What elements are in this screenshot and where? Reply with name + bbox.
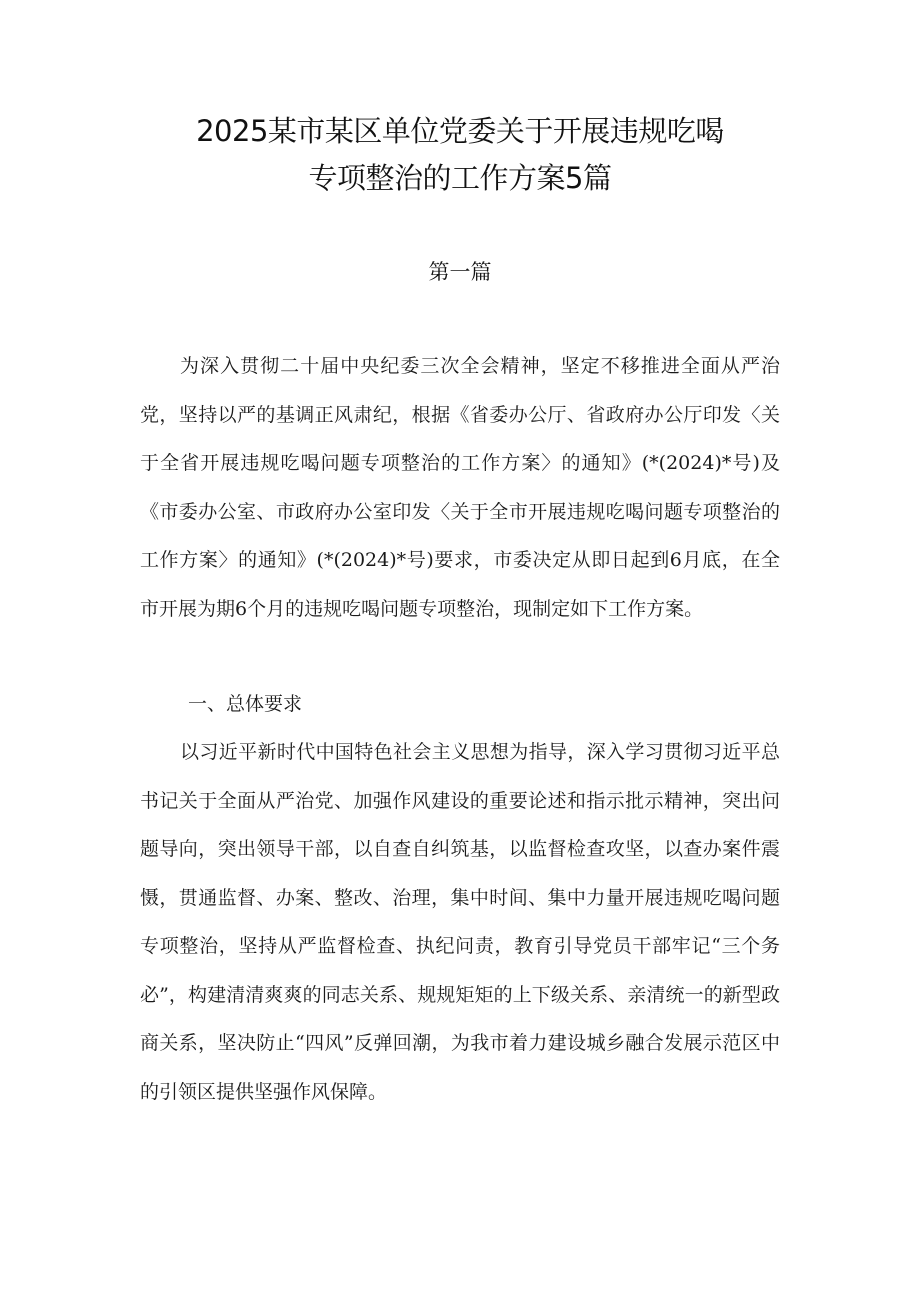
- section-title: 第一篇: [428, 260, 492, 284]
- general-requirements-paragraph: 以习近平新时代中国特色社会主义思想为指导，深入学习贯彻习近平总书记关于全面从严治党、加强作风建设的重要论述和指示批示精神，突出问题导向，突出领导干部，以自查自纠筑基，以监督检查攻坚，以查办案件震慑，贯通监督、办案、整改、治理，集中时间、集中力量开展违规吃喝问题专项整治，坚持从严监督检查、执纪问责，教育引导党员干部牢记“三个务必”，构建清清爽爽的同志关系、规规矩矩的上下级关系、亲清统一的新型政商关系，坚决防止“四风”反弹回潮，为我市着力建设城乡融合发展示范区中的引领区提供坚强作风保障。: [140, 741, 780, 1103]
- document-title-line-2: 专项整治的工作方案5篇: [308, 161, 612, 195]
- intro-paragraph: 为深入贯彻二十届中央纪委三次全会精神，坚定不移推进全面从严治党，坚持以严的基调正风肃纪，根据《省委办公厅、省政府办公厅印发〈关于全省开展违规吃喝问题专项整治的工作方案〉的通知》(*(2024)*号)及《市委办公室、市政府办公室印发〈关于全市开展违规吃喝问题专项整治的工作方案〉的通知》(*(2024)*号)要求，市委决定从即日起到6月底，在全市开展为期6个月的违规吃喝问题专项整治，现制定如下工作方案。: [140, 355, 780, 620]
- document-title-line-1: 2025某市某区单位党委关于开展违规吃喝: [196, 114, 724, 148]
- heading-general-requirements: 一、总体要求: [188, 693, 303, 715]
